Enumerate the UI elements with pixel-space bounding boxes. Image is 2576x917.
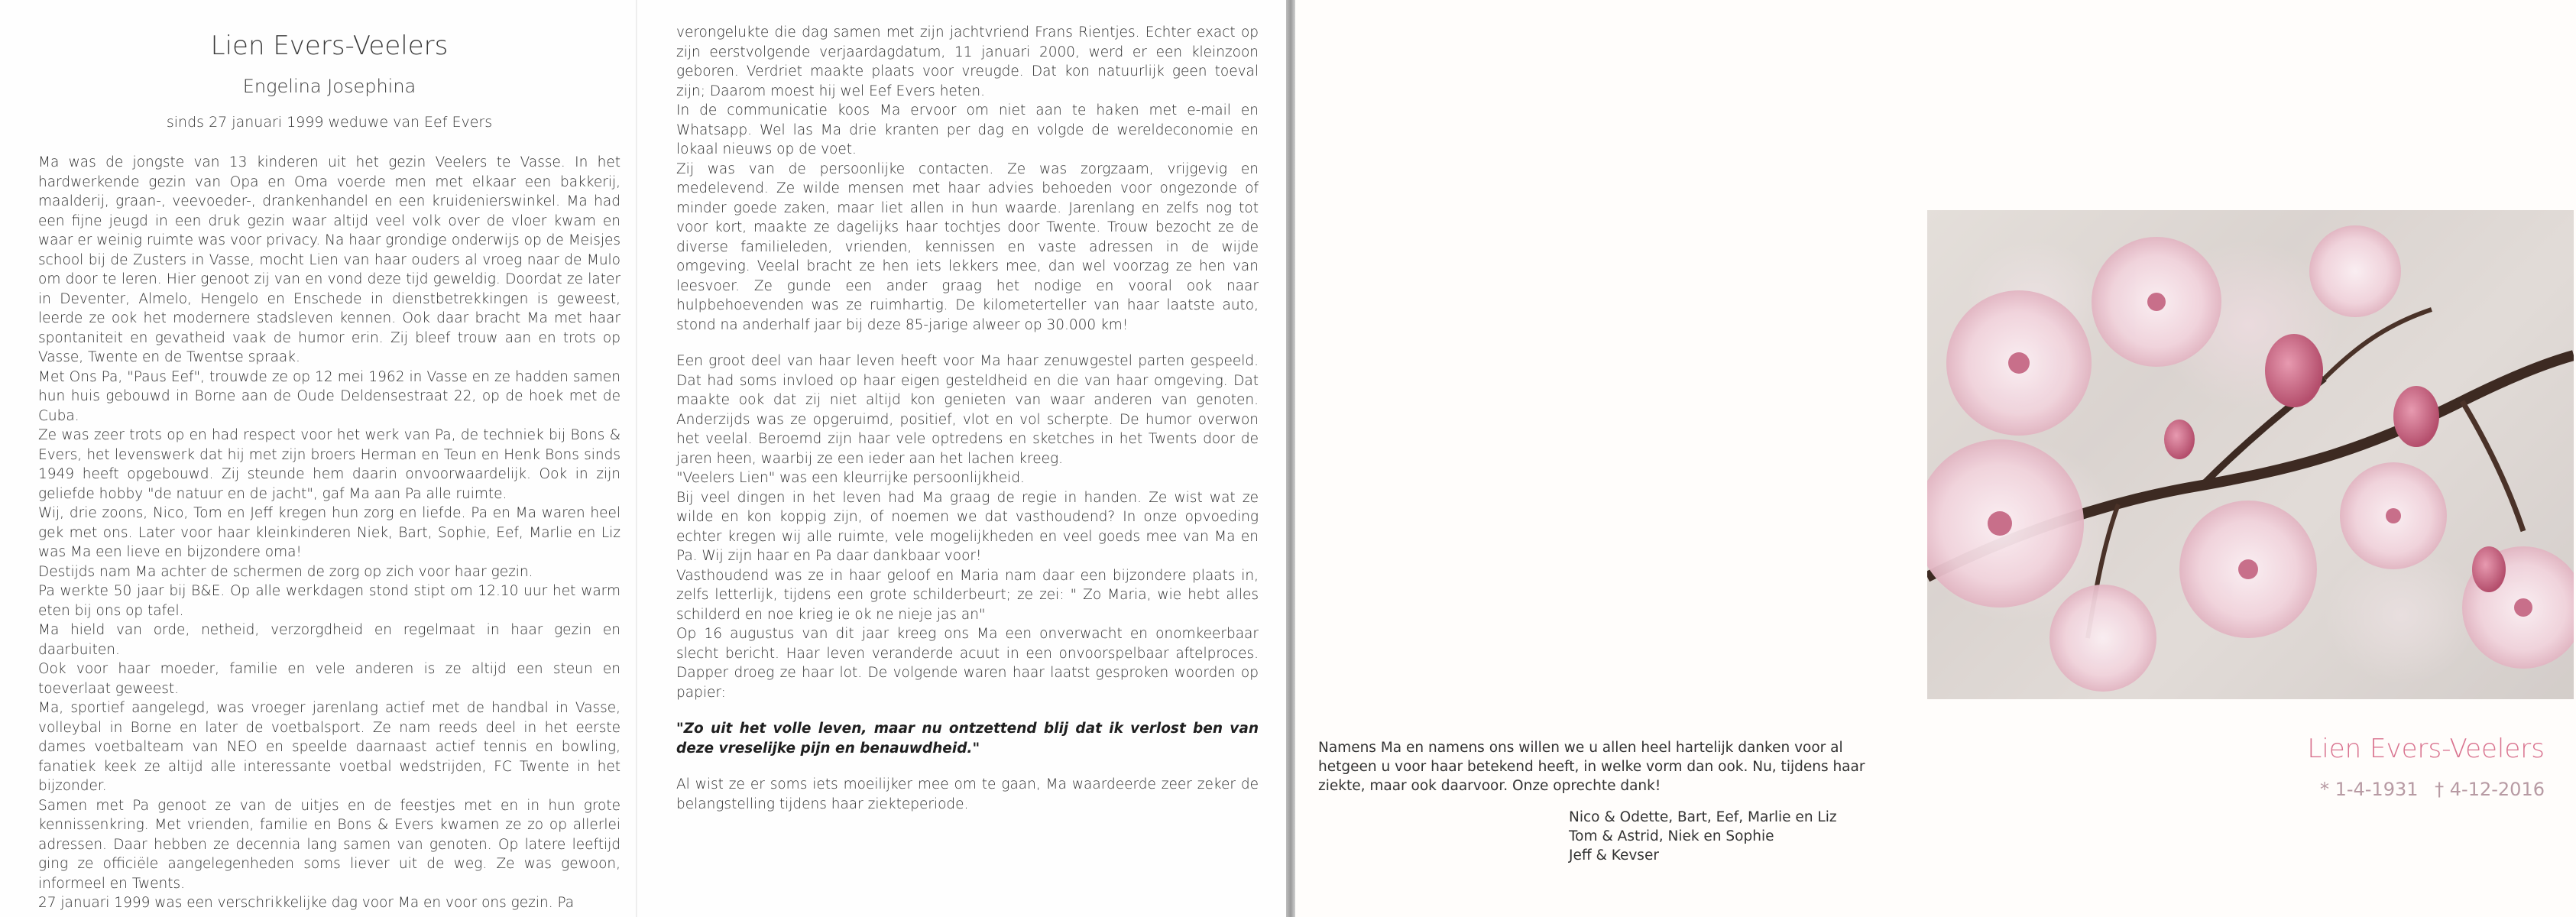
- cherry-blossom-image: [1927, 210, 2574, 699]
- paragraph: "Veelers Lien" was een kleurrijke persoonlijkheid.: [676, 470, 1025, 486]
- paragraph: verongelukte die dag samen met zijn jachtvriend Frans Rientjes. Echter exact op zijn eerstvolgende verjaardagdatum, 11 januari 2000, werd er een kleinzoon geboren. Verdriet maakte plaats voor vreugde. Dat kon natuurlijk geen toeval zijn; Daarom moest hij wel Eef Evers heten.: [676, 24, 1259, 99]
- closing-paragraph: Al wist ze er soms iets moeilijker mee om te gaan, Ma waardeerde zeer zeker de belangstelling tijdens haar ziekteperiode.: [676, 776, 1259, 812]
- paragraph: Wij, drie zoons, Nico, Tom en Jeff kregen hun zorg en liefde. Pa en Ma waren heel gek met ons. Later voor haar kleinkinderen Niek, Bart, Sophie, Eef, Marlie en Liz was Ma een lieve en bijzondere oma!: [38, 505, 621, 560]
- paragraph: Ze was zeer trots op en had respect voor het werk van Pa, de techniek bij Bons & Evers, het levenswerk dat hij met zijn broers Herman en Teun en Henk Bons sinds 1949 heeft opgebouwd. Zij steunde hem daarin onvoorwaardelijk. Ook in zijn geliefde hobby "de natuur en de jacht", gaf Ma aan Pa alle ruimte.: [38, 427, 621, 502]
- paragraph: Bij veel dingen in het leven had Ma graag de regie in handen. Ze wist wat ze wilde en kon koppig zijn, of noemen we dat vasthoudend? In onze opvoeding echter kregen wij alle ruimte, vele mogelijkheden en veel goeds mee van Ma en Pa. Wij zijn haar en Pa daar dankbaar voor!: [676, 489, 1259, 564]
- paragraph-spacer: [676, 702, 1259, 719]
- family-line: Jeff & Kevser: [1569, 847, 1659, 864]
- paragraph: Ma was de jongste van 13 kinderen uit het gezin Veelers te Vasse. In het hardwerkende gezin van Opa en Oma voerde men met elkaar een bakkerij, maalderij, graan-, veevoeder-, drankenhandel en een kruidenierswinkel. Ma had een fijne jeugd in een druk gezin waar altijd veel volk over de vloer kwam en waar er weinig ruimte was voor privacy. Na haar grondige onderwijs op de Meisjes school bij de Zusters in Vasse, mocht Lien van haar ouders al vroeg naar de Mulo om door te leren. Hier genoot zij van en vond deze tijd geweldig. Doordat ze later in Deventer, Almelo, Hengelo en Enschede in dienstbetrekkingen is geweest, leerde ze ook het modernere stadsleven kennen. Ook daar bracht Ma met haar spontaniteit en gevatheid vaak de humor erin. Zij bleef trouw aan en trots op Vasse, Twente en de Twentse spraak.: [38, 154, 621, 365]
- paragraph: Met Ons Pa, "Paus Eef", trouwde ze op 12 mei 1962 in Vasse en ze hadden samen hun huis gebouwd in Borne aan de Oude Deldensestraat 22, op de hoek met de Cuba.: [38, 368, 621, 424]
- death-date: † 4-12-2016: [2435, 779, 2545, 800]
- page-title: Lien Evers-Veelers: [210, 31, 449, 61]
- paragraph: Ook voor haar moeder, familie en vele anderen is ze altijd een steun en toeverlaat geweest.: [38, 661, 621, 697]
- paragraph: Zij was van de persoonlijke contacten. Ze was zorgzaam, vrijgevig en medelevend. Ze wilde mensen met haar advies behoeden voor ongezonde of minder goede zaken, maar liet allen in hun waarde. Jarenlang en zelfs nog tot voor kort, maakte ze dagelijks haar tochtjes door Twente. Trouw bezocht ze de diverse familieleden, vrienden, kennissen en vaste adressen in de wijde omgeving. Veelal bracht ze hen iets lekkers mee, dan wel voorzag ze hen van leesvoer. Ze gunde een ander graag het nodige en vooral ook naar hulpbehoevenden was ze ruimhartig. De kilometerteller van haar laatste auto, stond na anderhalf jaar bij deze 85-jarige alweer op 30.000 km!: [676, 160, 1259, 333]
- widow-since: sinds 27 januari 1999 weduwe van Eef Evers: [166, 114, 493, 131]
- left-page-column: [38, 0, 621, 913]
- paragraph-spacer: [676, 758, 1259, 775]
- paragraph: 27 januari 1999 was een verschrikkelijke dag voor Ma en voor ons gezin. Pa: [38, 895, 575, 911]
- family-line: Nico & Odette, Bart, Eef, Marlie en Liz: [1569, 809, 1837, 825]
- left-spread: [0, 0, 1286, 917]
- paragraph: Pa werkte 50 jaar bij B&E. Op alle werkdagen stond stipt om 12.10 uur het warm eten bij ons op tafel.: [38, 583, 621, 619]
- paragraph: Ma, sportief aangelegd, was vroeger jarenlang actief met de handbal in Vasse, volleybal in Borne en later de voetbalsport. Ze nam reeds deel in het eerste dames voetbalteam van NEO en speelde daarnaast actief tennis en bowling, fanatiek keek ze altijd alle interessante voetbal wedstrijden, FC Twente in het bijzonder.: [38, 700, 621, 794]
- family-names: [1318, 808, 1899, 865]
- thanks-text: Namens Ma en namens ons willen we u allen heel hartelijk danken voor al hetgeen u voor haar betekend heeft, in welke vorm dan ook. Nu, tijdens haar ziekte, maar ook daarvoor. Onze oprechte dank!: [1318, 740, 1865, 794]
- paragraph: Vasthoudend was ze in haar geloof en Maria nam daar een bijzondere plaats in, zelfs letterlijk, tijdens een grote schilderbeurt; ze zei: " Zo Maria, wie hebt alles schilderd en noe krieg ie ok ne nieje jas an": [676, 567, 1259, 623]
- paragraph: Een groot deel van haar leven heeft voor Ma haar zenuwgestel parten gespeeld. Dat had soms invloed op haar eigen gesteldheid en die van haar omgeving. Dat maakte ook dat zij niet altijd kon genieten van waar anderen van genoten. Anderzijds was ze opgeruimd, positief, vlot en vol scherpte. De humor overwon het veelal. Beroemd zijn haar vele optredens en sketches in het Twents door de jaren heen, waarbij ze een ieder aan het lachen kreeg.: [676, 353, 1259, 467]
- second-page-column: [676, 0, 1259, 814]
- booklet-gap: [1286, 0, 1295, 917]
- memorial-name: Lien Evers-Veelers: [2307, 734, 2545, 764]
- acknowledgement-block: [1318, 738, 1899, 865]
- paragraph: Op 16 augustus van dit jaar kreeg ons Ma een onverwacht en onomkeerbaar slecht bericht. Haar leven veranderde acuut in een onvoorspelbaar aftelproces. Dapper droeg ze haar lot. De volgende waren haar laatst gesproken woorden op papier:: [676, 626, 1259, 701]
- paragraph: Samen met Pa genoot ze van de uitjes en de feestjes met en in hun grote kennissenkring. Met vrienden, familie en Bons & Evers kwamen ze zo op allerlei adressen. Daar hebben ze decennia lang samen van genoten. Op latere leeftijd ging ze officiële aangelegenheden soms liever uit de weg. Ze was gewoon, informeel en Twents.: [38, 797, 621, 892]
- last-words-quote: "Zo uit het volle leven, maar nu ontzettend blij dat ik verlost ben van deze vreselijke pijn en benauwdheid.": [676, 721, 1259, 757]
- paragraph: In de communicatie koos Ma ervoor om niet aan te haken met e-mail en Whatsapp. Wel las Ma drie kranten per dag en volgde de wereldeconomie en lokaal nieuws op de voet.: [676, 102, 1259, 157]
- page-fold: [636, 0, 637, 917]
- family-line: Tom & Astrid, Niek en Sophie: [1569, 828, 1774, 844]
- given-names: Engelina Josephina: [242, 76, 416, 97]
- birth-date: * 1-4-1931: [2319, 779, 2419, 800]
- paragraph-spacer: [676, 335, 1259, 352]
- blossom-photo: [1927, 210, 2574, 699]
- life-dates: [2292, 778, 2545, 801]
- paragraph: Destijds nam Ma achter de schermen de zorg op zich voor haar gezin.: [38, 563, 533, 580]
- paragraph: Ma hield van orde, netheid, verzorgdheid en regelmaat in haar gezin en daarbuiten.: [38, 622, 621, 658]
